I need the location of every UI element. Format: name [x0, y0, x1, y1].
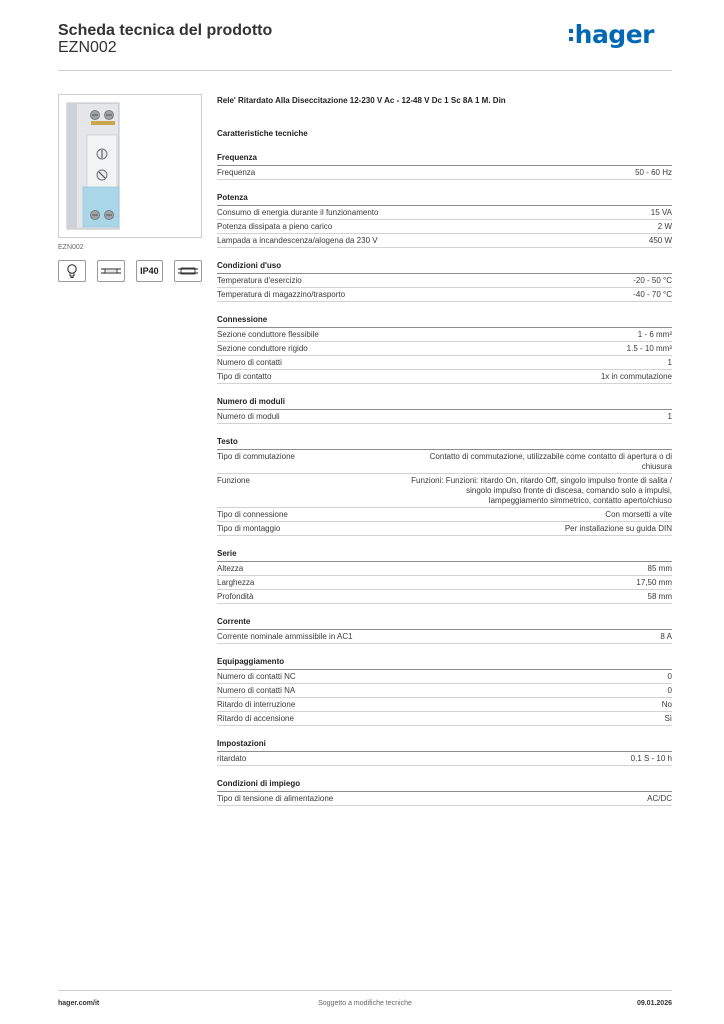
spec-section	[217, 395, 672, 424]
spec-value: Funzioni: Funzioni: ritardo On, ritardo Off, singolo impulso fronte di salita / singolo impulso fronte di discesa, comando solo a impulsi, lampeggiamento simmetrico, contatto aperto/chiuso	[411, 476, 672, 505]
section-heading: Corrente	[217, 615, 672, 630]
spec-value: 17,50 mm	[636, 578, 672, 587]
spec-value: 85 mm	[647, 564, 672, 573]
spec-row	[217, 166, 672, 180]
spec-row	[217, 410, 672, 424]
logo-wordmark: hager	[574, 20, 654, 49]
spec-row	[217, 522, 672, 536]
spec-value: Sì	[664, 714, 672, 723]
image-caption: EZN002	[58, 244, 84, 251]
spec-label: Sezione conduttore flessibile	[217, 330, 319, 339]
page-title: Scheda tecnica del prodotto	[58, 22, 273, 39]
spec-value: 450 W	[648, 236, 672, 245]
spec-label: Tipo di commutazione	[217, 452, 295, 461]
page-footer	[58, 990, 672, 1015]
spec-label: Numero di moduli	[217, 412, 280, 421]
spec-section	[217, 151, 672, 180]
spec-row	[217, 698, 672, 712]
spec-section	[217, 259, 672, 302]
bulb-icon	[58, 260, 86, 282]
ip-rating: IP40	[140, 266, 159, 276]
section-heading: Condizioni d'uso	[217, 259, 672, 274]
spec-value: AC/DC	[647, 794, 672, 803]
spec-label: Tipo di tensione di alimentazione	[217, 794, 334, 803]
footer-note: Soggetto a modifiche tecniche	[318, 1000, 412, 1007]
spec-value: -20 - 50 °C	[633, 276, 672, 285]
spec-label: Sezione conduttore rigido	[217, 344, 308, 353]
spec-value: 1	[667, 412, 672, 421]
section-heading: Impostazioni	[217, 737, 672, 752]
product-media-column	[58, 94, 202, 282]
spec-label: Numero di contatti NC	[217, 672, 296, 681]
spec-row	[217, 576, 672, 590]
section-heading: Condizioni di impiego	[217, 777, 672, 792]
spec-label: Numero di contatti NA	[217, 686, 296, 695]
spec-label: Funzione	[217, 476, 250, 485]
spec-row	[217, 590, 672, 604]
feature-icons	[58, 260, 202, 282]
spec-value: 2 W	[657, 222, 672, 231]
spec-label: Tipo di contatto	[217, 372, 272, 381]
spec-value: 58 mm	[647, 592, 672, 601]
product-code: EZN002	[58, 39, 117, 56]
spec-label: Potenza dissipata a pieno carico	[217, 222, 333, 231]
spec-row	[217, 220, 672, 234]
spec-row	[217, 752, 672, 766]
section-heading: Equipaggiamento	[217, 655, 672, 670]
spec-value: 1 - 6 mm²	[637, 330, 672, 339]
section-heading: Frequenza	[217, 151, 672, 166]
section-heading: Connessione	[217, 313, 672, 328]
spec-label: Lampada a incandescenza/alogena da 230 V	[217, 236, 378, 245]
section-heading: Numero di moduli	[217, 395, 672, 410]
spec-row	[217, 206, 672, 220]
spec-section	[217, 547, 672, 604]
spec-row	[217, 342, 672, 356]
section-heading: Testo	[217, 435, 672, 450]
spec-row	[217, 508, 672, 522]
spec-section	[217, 777, 672, 806]
footer-website: hager.com/it	[58, 1000, 100, 1007]
spec-value: -40 - 70 °C	[633, 290, 672, 299]
spec-label: Temperatura d'esercizio	[217, 276, 302, 285]
spec-label: Temperatura di magazzino/trasporto	[217, 290, 346, 299]
section-heading: Potenza	[217, 191, 672, 206]
spec-section	[217, 615, 672, 644]
spec-label: Corrente nominale ammissibile in AC1	[217, 632, 353, 641]
spec-label: Consumo di energia durante il funzionamento	[217, 208, 379, 217]
spec-value: 15 VA	[650, 208, 672, 217]
spec-section	[217, 655, 672, 726]
spec-row	[217, 234, 672, 248]
spec-row	[217, 328, 672, 342]
spec-value: 50 - 60 Hz	[635, 168, 672, 177]
spec-value: No	[661, 700, 672, 709]
spec-label: Altezza	[217, 564, 244, 573]
spec-label: ritardato	[217, 754, 247, 763]
relay-device-image	[65, 101, 121, 231]
spec-value: Contatto di commutazione, utilizzabile come contatto di apertura o di chiusura	[429, 452, 672, 471]
spec-label: Tipo di montaggio	[217, 524, 281, 533]
din-module-icon	[174, 260, 202, 282]
spec-value: 0	[667, 672, 672, 681]
spec-row	[217, 356, 672, 370]
section-heading: Serie	[217, 547, 672, 562]
spec-value: Con morsetti a vite	[605, 510, 672, 519]
spec-value: 8 A	[660, 632, 672, 641]
spec-value: Per installazione su guida DIN	[564, 524, 672, 533]
spec-value: 0	[667, 686, 672, 695]
product-title: Rele' Ritardato Alla Diseccitazione 12-230 V Ac - 12-48 V Dc 1 Sc 8A 1 M. Din	[217, 96, 506, 105]
tech-characteristics-heading: Caratteristiche tecniche	[217, 129, 308, 138]
spec-row	[217, 562, 672, 576]
spec-row	[217, 288, 672, 302]
spec-sections	[217, 151, 672, 806]
spec-row	[217, 684, 672, 698]
spec-section	[217, 435, 672, 536]
spec-value: 0.1 S - 10 h	[630, 754, 672, 763]
spec-value: 1x in commutazione	[600, 372, 672, 381]
spec-label: Numero di contatti	[217, 358, 282, 367]
spec-label: Profondità	[217, 592, 254, 601]
spec-value: 1	[667, 358, 672, 367]
spec-label: Frequenza	[217, 168, 256, 177]
ip40-badge	[136, 260, 164, 282]
spec-row	[217, 474, 672, 508]
spec-row	[217, 630, 672, 644]
spec-row	[217, 792, 672, 806]
spec-value: 1.5 - 10 mm²	[626, 344, 672, 353]
spec-section	[217, 737, 672, 766]
spec-row	[217, 670, 672, 684]
spec-label: Tipo di connessione	[217, 510, 288, 519]
spec-row	[217, 274, 672, 288]
hager-logo	[569, 22, 654, 48]
spec-row	[217, 712, 672, 726]
spec-row	[217, 450, 672, 474]
footer-date: 09.01.2026	[636, 1000, 672, 1007]
logo-dots-icon	[569, 29, 573, 41]
spec-section	[217, 191, 672, 248]
spec-label: Ritardo di interruzione	[217, 700, 296, 709]
spec-label: Larghezza	[217, 578, 255, 587]
page-header	[58, 20, 672, 71]
spec-section	[217, 313, 672, 384]
spec-column	[217, 94, 672, 806]
product-image	[58, 94, 202, 238]
din-rail-icon	[97, 260, 125, 282]
spec-label: Ritardo di accensione	[217, 714, 294, 723]
spec-row	[217, 370, 672, 384]
